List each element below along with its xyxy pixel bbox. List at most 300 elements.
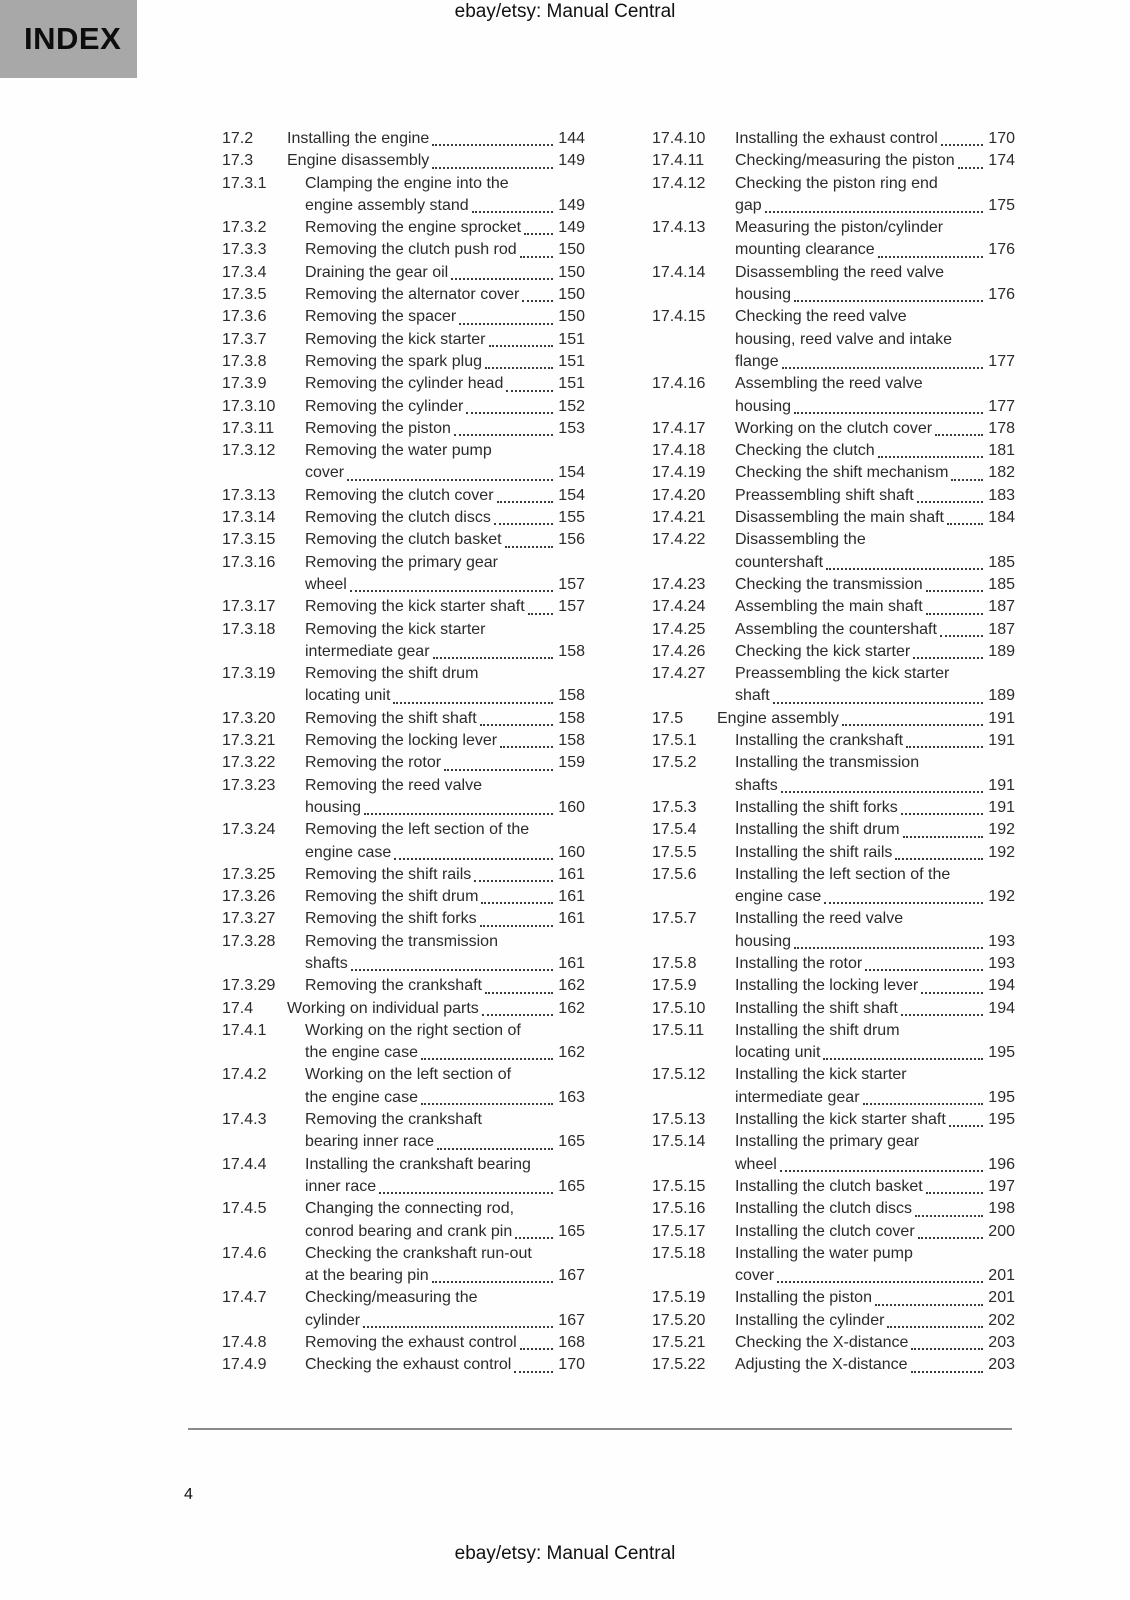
toc-entry-number: 17.5: [652, 709, 684, 727]
toc-entry: [652, 1176, 1015, 1198]
dotted-leader: [421, 1042, 553, 1064]
toc-entry-number: 17.3.8: [222, 352, 267, 370]
toc-entry-page: 187: [988, 620, 1015, 638]
toc-entry: [652, 1287, 1015, 1309]
toc-entry-title-text: locating unit: [305, 687, 391, 705]
toc-entry-title-text: Checking the clutch: [735, 442, 875, 460]
toc-entry-title: [287, 596, 585, 618]
dotted-leader: [887, 1310, 983, 1332]
toc-entry-title-text: Installing the shift drum: [735, 821, 900, 839]
dotted-leader: [782, 351, 983, 373]
toc-entry-number: 17.4.7: [222, 1289, 267, 1307]
toc-entry-page: 158: [558, 687, 585, 705]
dotted-leader: [489, 329, 553, 351]
toc-entry-title-text: Removing the shift shaft: [305, 709, 477, 727]
toc-entry-number: 17.4.1: [222, 1021, 267, 1039]
toc-entry: [652, 150, 1015, 172]
dotted-leader: [474, 864, 553, 886]
dotted-leader: [480, 708, 553, 730]
toc-entry-title: [717, 797, 1015, 819]
toc-entry-title: [717, 842, 1015, 864]
toc-entry: [652, 708, 1015, 730]
toc-entry-page: 192: [988, 821, 1015, 839]
toc-entry-page: 149: [558, 152, 585, 170]
dotted-leader: [437, 1131, 553, 1153]
toc-entry-page: 177: [988, 397, 1015, 415]
toc-entry-number: 17.4.6: [222, 1244, 267, 1262]
toc-entry: [652, 1198, 1015, 1220]
toc-entry-title-text: engine assembly stand: [305, 196, 469, 214]
toc-entry-page: 191: [988, 798, 1015, 816]
toc-entry-page: 184: [988, 509, 1015, 527]
toc-entry-page: 189: [988, 642, 1015, 660]
toc-entry-page: 158: [558, 642, 585, 660]
toc-entry-page: 201: [988, 1289, 1015, 1307]
dotted-leader: [773, 685, 983, 707]
toc-entry: [222, 1154, 585, 1199]
toc-entry-number: 17.5.15: [652, 1177, 706, 1195]
toc-entry-title-text: wheel: [305, 575, 347, 593]
dotted-leader: [520, 239, 553, 261]
toc-entry-title-text: Removing the shift forks: [305, 910, 477, 928]
toc-entry-title: Working on the right section of the engine case 162: [287, 1020, 585, 1065]
toc-entry-number: 17.5.1: [652, 732, 697, 750]
toc-entry: [652, 440, 1015, 462]
toc-entry-number: 17.4.2: [222, 1066, 267, 1084]
toc-entry-number: 17.3.2: [222, 219, 267, 237]
toc-entry-page: 151: [558, 352, 585, 370]
dotted-leader: [901, 797, 983, 819]
toc-entry-number: 17.3.19: [222, 665, 276, 683]
toc-entry-page: 156: [558, 531, 585, 549]
toc-entry-title: [717, 1109, 1015, 1131]
toc-entry-title: Disassembling the reed valve housing 176: [717, 262, 1015, 307]
toc-entry-title: [717, 418, 1015, 440]
toc-entry: [222, 730, 585, 752]
dotted-leader: [393, 685, 553, 707]
toc-entry-number: 17.3.10: [222, 397, 276, 415]
dotted-leader: [901, 998, 983, 1020]
toc-entry-title: [717, 708, 1015, 730]
toc-entry-number: 17.5.4: [652, 821, 697, 839]
toc-entry-title: [287, 507, 585, 529]
toc-entry-page: 191: [988, 709, 1015, 727]
toc-entry-title: [287, 373, 585, 395]
toc-entry-number: 17.3.1: [222, 174, 267, 192]
dotted-leader: [459, 306, 553, 328]
toc-entry-page: 165: [558, 1222, 585, 1240]
toc-entry: [222, 886, 585, 908]
toc-entry-number: 17.4.27: [652, 665, 706, 683]
toc-entry-title: Installing the kick starter intermediate gear 195: [717, 1064, 1015, 1109]
dotted-leader: [949, 1109, 983, 1131]
toc-entry-title-text: Removing the spacer: [305, 308, 457, 326]
toc-entry: [222, 239, 585, 261]
toc-entry-title-text: Removing the clutch basket: [305, 531, 502, 549]
toc-entry-title: [717, 1198, 1015, 1220]
toc-entry-page: 149: [558, 219, 585, 237]
toc-entry-page: 151: [558, 330, 585, 348]
toc-entry-number: 17.5.2: [652, 754, 697, 772]
dotted-leader: [364, 797, 553, 819]
toc-entry-page: 192: [988, 843, 1015, 861]
dotted-leader: [926, 1176, 983, 1198]
toc-entry-title-text: Preassembling shift shaft: [735, 486, 914, 504]
toc-column-left: [222, 128, 585, 1377]
toc-entry: [222, 619, 585, 664]
toc-entry-title: Working on the left section of the engine case 163: [287, 1064, 585, 1109]
toc-entry: [652, 1354, 1015, 1376]
toc-entry-title: Disassembling the countershaft 185: [717, 529, 1015, 574]
toc-entry-title: Changing the connecting rod, conrod bearing and crank pin 165: [287, 1198, 585, 1243]
toc-entry-page: 161: [558, 910, 585, 928]
toc-entry-title-text: Working on the clutch cover: [735, 419, 933, 437]
toc-entry-page: 203: [988, 1334, 1015, 1352]
toc-entry-title: Checking the piston ring end gap 175: [717, 173, 1015, 218]
toc-entry-title: [717, 1176, 1015, 1198]
toc-entry-title-text: flange: [735, 352, 779, 370]
toc-entry-number: 17.3.25: [222, 865, 276, 883]
toc-entry-page: 201: [988, 1267, 1015, 1285]
toc-entry-number: 17.5.9: [652, 977, 697, 995]
dotted-leader: [878, 239, 983, 261]
toc-entry-page: 202: [988, 1311, 1015, 1329]
toc-entry-title-text: Installing the clutch cover: [735, 1222, 915, 1240]
toc-entry-title-text: Removing the exhaust control: [305, 1334, 517, 1352]
dotted-leader: [466, 396, 553, 418]
toc-entry-title: [287, 217, 585, 239]
toc-entry-title: [717, 1287, 1015, 1309]
dotted-leader: [826, 552, 983, 574]
toc-entry-title: [287, 329, 585, 351]
toc-entry-title: [287, 975, 585, 997]
toc-entry-title-text: Removing the kick starter: [305, 330, 486, 348]
toc-entry-number: 17.4.25: [652, 620, 706, 638]
toc-entry-page: 150: [558, 308, 585, 326]
toc-entry-number: 17.3.23: [222, 776, 276, 794]
toc-entry-number: 17.5.12: [652, 1066, 706, 1084]
toc-entry-page: 196: [988, 1155, 1015, 1173]
toc-entry-title: Removing the left section of the engine case 160: [287, 819, 585, 864]
toc-entry-title-text: shafts: [305, 954, 348, 972]
toc-entry-number: 17.4.17: [652, 419, 706, 437]
toc-entry: [652, 975, 1015, 997]
dotted-leader: [875, 1287, 983, 1309]
toc-entry-title-text: shaft: [735, 687, 770, 705]
dotted-leader: [865, 953, 983, 975]
toc-entry: [222, 507, 585, 529]
toc-entry-title: Installing the primary gear wheel 196: [717, 1131, 1015, 1176]
toc-entry-number: 17.3.4: [222, 263, 267, 281]
toc-entry-number: 17.3.24: [222, 821, 276, 839]
toc-entry-title: [287, 418, 585, 440]
toc-entry-number: 17.4.15: [652, 308, 706, 326]
toc-entry: [652, 1109, 1015, 1131]
dotted-leader: [824, 886, 983, 908]
toc-entry: [222, 864, 585, 886]
toc-entry: [652, 529, 1015, 574]
toc-entry-number: 17.5.6: [652, 865, 697, 883]
toc-entry-number: 17.3.11: [222, 419, 275, 437]
toc-entry-title: [717, 1221, 1015, 1243]
toc-entry-title-text: Checking the transmission: [735, 575, 923, 593]
dotted-leader: [947, 507, 983, 529]
toc-entry-page: 153: [558, 419, 585, 437]
toc-entry: [652, 1221, 1015, 1243]
toc-entry-number: 17.4.21: [652, 509, 706, 527]
dotted-leader: [514, 1354, 553, 1376]
toc-entry: [652, 418, 1015, 440]
toc-entry-title-text: Removing the rotor: [305, 754, 442, 772]
toc-entry-number: 17.3.16: [222, 553, 276, 571]
toc-entry-title-text: Installing the rotor: [735, 954, 863, 972]
toc-entry-title-text: Removing the piston: [305, 419, 451, 437]
toc-entry-title: [287, 351, 585, 373]
toc-entry: [222, 775, 585, 820]
dotted-leader: [485, 975, 553, 997]
toc-entry-number: 17.4.8: [222, 1334, 267, 1352]
dotted-leader: [794, 396, 983, 418]
toc-entry-number: 17.5.5: [652, 843, 697, 861]
toc-entry-title: Checking the reed valve housing, reed valve and intake flange 177: [717, 306, 1015, 373]
dotted-leader: [500, 730, 553, 752]
dotted-leader: [524, 217, 553, 239]
dotted-leader: [363, 1310, 553, 1332]
toc-entry-title: [717, 641, 1015, 663]
dotted-leader: [794, 931, 983, 953]
toc-entry-number: 17.3.29: [222, 977, 276, 995]
toc-entry: [652, 908, 1015, 953]
toc-entry-title: [287, 864, 585, 886]
toc-entry: [652, 819, 1015, 841]
toc-entry-title-text: Working on individual parts: [287, 999, 479, 1017]
dotted-leader: [494, 507, 553, 529]
dotted-leader: [432, 1265, 553, 1287]
toc-entry-page: 161: [558, 888, 585, 906]
toc-entry-number: 17.3.15: [222, 531, 276, 549]
dotted-leader: [472, 195, 553, 217]
toc-entry-title: Installing the transmission shafts 191: [717, 752, 1015, 797]
toc-entry-page: 165: [558, 1177, 585, 1195]
toc-entry-page: 192: [988, 888, 1015, 906]
toc-entry: [222, 552, 585, 597]
table-of-contents: [222, 128, 1015, 1377]
toc-entry-page: 150: [558, 263, 585, 281]
toc-entry: [222, 440, 585, 485]
toc-entry-page: 191: [988, 776, 1015, 794]
toc-entry-page: 150: [558, 286, 585, 304]
toc-entry-number: 17.5.19: [652, 1289, 706, 1307]
toc-entry: [652, 641, 1015, 663]
toc-entry-title-text: Assembling the main shaft: [735, 598, 923, 616]
toc-entry-title-text: Removing the engine sprocket: [305, 219, 522, 237]
toc-entry-number: 17.3.7: [222, 330, 267, 348]
toc-entry-number: 17.4.22: [652, 531, 706, 549]
dotted-leader: [958, 150, 983, 172]
toc-entry-title-text: the engine case: [305, 1044, 418, 1062]
toc-entry: [652, 864, 1015, 909]
toc-entry-title: [717, 1354, 1015, 1376]
toc-entry-title-text: Removing the clutch cover: [305, 486, 494, 504]
dotted-leader: [913, 641, 983, 663]
toc-entry: [222, 217, 585, 239]
toc-entry-title: [717, 819, 1015, 841]
dotted-leader: [921, 975, 983, 997]
toc-entry-page: 160: [558, 798, 585, 816]
toc-entry-title-text: Engine disassembly: [287, 152, 430, 170]
dotted-leader: [350, 574, 553, 596]
toc-entry-page: 176: [988, 241, 1015, 259]
toc-entry-title-text: Draining the gear oil: [305, 263, 449, 281]
toc-entry-page: 175: [988, 196, 1015, 214]
toc-entry: [222, 1064, 585, 1109]
toc-entry-number: 17.5.21: [652, 1334, 706, 1352]
toc-entry-page: 185: [988, 553, 1015, 571]
toc-entry-title: [717, 507, 1015, 529]
toc-entry-page: 194: [988, 999, 1015, 1017]
toc-entry-page: 185: [988, 575, 1015, 593]
toc-entry-title-text: Installing the crankshaft: [735, 732, 904, 750]
toc-entry-title: [287, 284, 585, 306]
toc-entry-number: 17.3.6: [222, 308, 267, 326]
toc-entry: [652, 306, 1015, 373]
toc-entry: [222, 396, 585, 418]
toc-entry-title: [717, 998, 1015, 1020]
toc-entry: [652, 173, 1015, 218]
toc-entry-number: 17.3.28: [222, 932, 276, 950]
toc-entry-title-text: engine case: [305, 843, 392, 861]
toc-entry-page: 144: [558, 130, 585, 147]
toc-entry-title-text: Installing the cylinder: [735, 1311, 885, 1329]
toc-entry-number: 17.5.3: [652, 798, 697, 816]
toc-entry: [222, 284, 585, 306]
dotted-leader: [940, 619, 983, 641]
toc-entry-title: [717, 128, 1015, 150]
dotted-leader: [781, 775, 983, 797]
toc-entry: [652, 663, 1015, 708]
toc-entry: [222, 373, 585, 395]
toc-entry-page: 195: [988, 1111, 1015, 1129]
toc-entry-page: 154: [558, 464, 585, 482]
toc-entry-number: 17.5.16: [652, 1200, 706, 1218]
toc-entry-number: 17.3.26: [222, 888, 276, 906]
toc-entry: [222, 1243, 585, 1288]
dotted-leader: [432, 150, 553, 172]
toc-entry-number: 17.4.9: [222, 1356, 267, 1374]
dotted-leader: [903, 819, 983, 841]
dotted-leader: [780, 1154, 983, 1176]
toc-entry-title-text: Installing the engine: [287, 130, 430, 147]
toc-entry-page: 195: [988, 1044, 1015, 1062]
toc-entry-page: 155: [558, 509, 585, 527]
toc-entry-number: 17.3.27: [222, 910, 276, 928]
toc-entry-title: [717, 574, 1015, 596]
toc-entry: [222, 663, 585, 708]
toc-entry-page: 200: [988, 1222, 1015, 1240]
toc-entry: [222, 596, 585, 618]
toc-entry-page: 161: [558, 865, 585, 883]
toc-entry: [222, 306, 585, 328]
toc-entry-title-text: Adjusting the X-distance: [735, 1356, 908, 1374]
toc-entry-title-text: Installing the shift shaft: [735, 999, 898, 1017]
toc-entry: [652, 842, 1015, 864]
dotted-leader: [522, 284, 553, 306]
toc-entry: [652, 596, 1015, 618]
toc-entry-page: 167: [558, 1267, 585, 1285]
toc-entry-title: Preassembling the kick starter shaft 189: [717, 663, 1015, 708]
toc-entry-page: 178: [988, 419, 1015, 437]
toc-entry-title: Checking/measuring the cylinder 167: [287, 1287, 585, 1332]
dotted-leader: [951, 462, 983, 484]
toc-entry-title-text: Engine assembly: [717, 709, 839, 727]
toc-entry-title: [717, 953, 1015, 975]
dotted-leader: [895, 842, 983, 864]
page-header-title: ebay/etsy: Manual Central: [454, 1, 676, 22]
toc-entry-title-text: Checking the exhaust control: [305, 1356, 512, 1374]
toc-entry-page: 176: [988, 286, 1015, 304]
toc-entry-title: Removing the crankshaft bearing inner race 165: [287, 1109, 585, 1154]
dotted-leader: [878, 440, 983, 462]
dotted-leader: [444, 752, 553, 774]
toc-entry-title-text: intermediate gear: [735, 1088, 860, 1106]
toc-entry: [652, 797, 1015, 819]
toc-entry-page: 149: [558, 196, 585, 214]
toc-entry-page: 203: [988, 1356, 1015, 1374]
toc-entry-page: 158: [558, 709, 585, 727]
toc-entry-title: [717, 440, 1015, 462]
toc-entry-title: [717, 596, 1015, 618]
toc-entry-page: 150: [558, 241, 585, 259]
dotted-leader: [935, 418, 983, 440]
toc-entry-number: 17.3.18: [222, 620, 276, 638]
toc-entry: [222, 1354, 585, 1376]
toc-entry-number: 17.4.18: [652, 442, 706, 460]
toc-column-right: [652, 128, 1015, 1377]
toc-entry-title: [287, 262, 585, 284]
toc-entry: [222, 529, 585, 551]
toc-entry-number: 17.3: [222, 152, 254, 170]
toc-entry: [652, 953, 1015, 975]
toc-entry-number: 17.5.10: [652, 999, 706, 1017]
toc-entry-number: 17.5.17: [652, 1222, 706, 1240]
toc-entry: [222, 1198, 585, 1243]
toc-entry-title-text: the engine case: [305, 1088, 418, 1106]
toc-entry: [222, 150, 585, 172]
toc-entry-page: 191: [988, 732, 1015, 750]
toc-entry-title-text: engine case: [735, 888, 822, 906]
toc-entry-number: 17.3.22: [222, 754, 276, 772]
toc-entry-title-text: Installing the shift forks: [735, 798, 898, 816]
toc-entry: [222, 351, 585, 373]
dotted-leader: [926, 596, 983, 618]
toc-entry-title: Removing the kick starter intermediate gear 158: [287, 619, 585, 664]
toc-entry-title: [717, 485, 1015, 507]
toc-entry-page: 152: [558, 397, 585, 415]
dotted-leader: [481, 886, 553, 908]
dotted-leader: [515, 1221, 553, 1243]
page-footer-title: ebay/etsy: Manual Central: [454, 1543, 676, 1564]
toc-entry-title-text: Installing the locking lever: [735, 977, 919, 995]
toc-entry-title-text: Checking the kick starter: [735, 642, 911, 660]
toc-entry-title-text: Removing the cylinder head: [305, 375, 504, 393]
toc-entry-title-text: Removing the shift drum: [305, 888, 479, 906]
toc-entry-title: Installing the shift drum locating unit 195: [717, 1020, 1015, 1065]
toc-entry-page: 162: [558, 977, 585, 995]
index-label: INDEX: [24, 21, 122, 56]
dotted-leader: [421, 1087, 553, 1109]
dotted-leader: [777, 1265, 983, 1287]
toc-entry: [652, 485, 1015, 507]
